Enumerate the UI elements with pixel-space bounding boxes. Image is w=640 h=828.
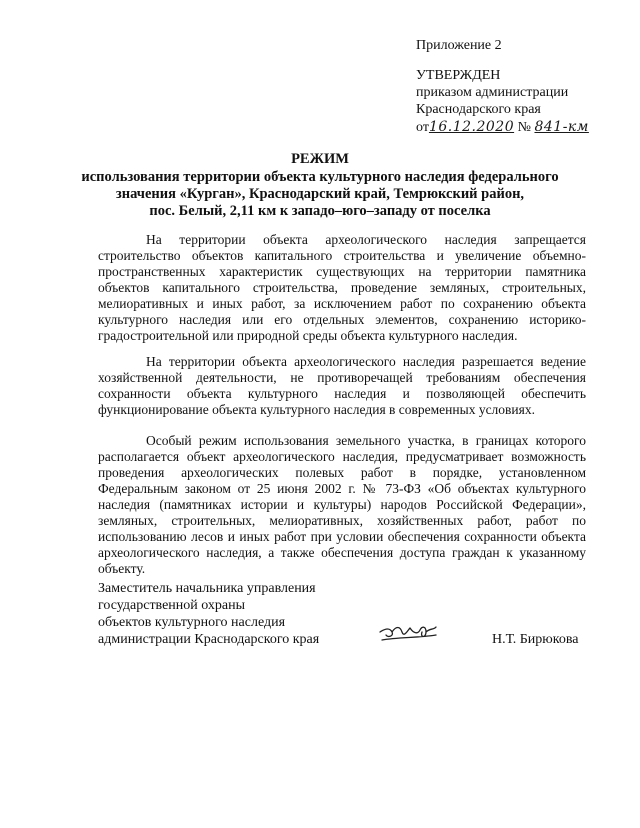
approval-date-line (416, 119, 589, 136)
approval-number-prefix: № (517, 120, 531, 135)
appendix-label: Приложение 2 (416, 38, 502, 53)
signatory-line-1: Заместитель начальника управления (98, 581, 316, 596)
paragraph-special-regime: Особый режим использования земельного участка, в границах которого располагается объект археологического наследия, предусматривает возможность проведения археологических полевых работ в порядке, установленном Федеральным законом от 25 июня 2002 г. № 73-ФЗ «Об объектах культурного наследия (памятниках истории и культуры) народов Российской Федерации», земляных, строительных, мелиоративных, хозяйственных работ, работ по использованию лесов и иных работ при условии обеспечения сохранности объекта археологического наследия, а также обеспечения доступа граждан к указанному объекту. (98, 433, 586, 576)
paragraph-permission: На территории объекта археологического наследия разрешается ведение хозяйственной деятельности, не противоречащей требованиям обеспечения сохранности объекта культурного наследия и позволяющей обеспечить функционирование объекта культурного наследия в современных условиях. (98, 354, 586, 417)
approval-line-2: Краснодарского края (416, 102, 541, 117)
title-line-1: использования территории объекта культурного наследия федерального (81, 169, 559, 185)
signatory-name: Н.Т. Бирюкова (492, 632, 579, 647)
signatory-line-2: государственной охраны (98, 598, 246, 613)
title-line-2: значения «Курган», Краснодарский край, Темрюкский район, (115, 186, 525, 202)
signatory-line-4: администрации Краснодарского края (98, 632, 320, 647)
approval-approved: УТВЕРЖДЕН (416, 68, 501, 83)
handwritten-number: 841-км (534, 119, 589, 135)
title-line-3: пос. Белый, 2,11 км к западо–юго–западу от поселка (149, 203, 491, 219)
approval-from-prefix: от (416, 120, 429, 135)
signatory-line-3: объектов культурного наследия (98, 615, 286, 630)
document-heading: РЕЖИМ (291, 151, 349, 167)
handwritten-date: 16.12.2020 (428, 119, 515, 135)
approval-line-1: приказом администрации (416, 85, 569, 100)
paragraph-prohibition: На территории объекта археологического наследия запрещается строительство объектов капитального строительства и увеличение объемно-пространственных характеристик существующих на территории памятника объектов капитального строительства, проведение земляных, строительных, мелиоративных и иных работ, за исключением работ по сохранению объекта культурного наследия или его отдельных элементов, сохранению историко-градостроительной или природной среды объекта культурного наследия. (98, 232, 586, 343)
signature-image (378, 618, 440, 646)
